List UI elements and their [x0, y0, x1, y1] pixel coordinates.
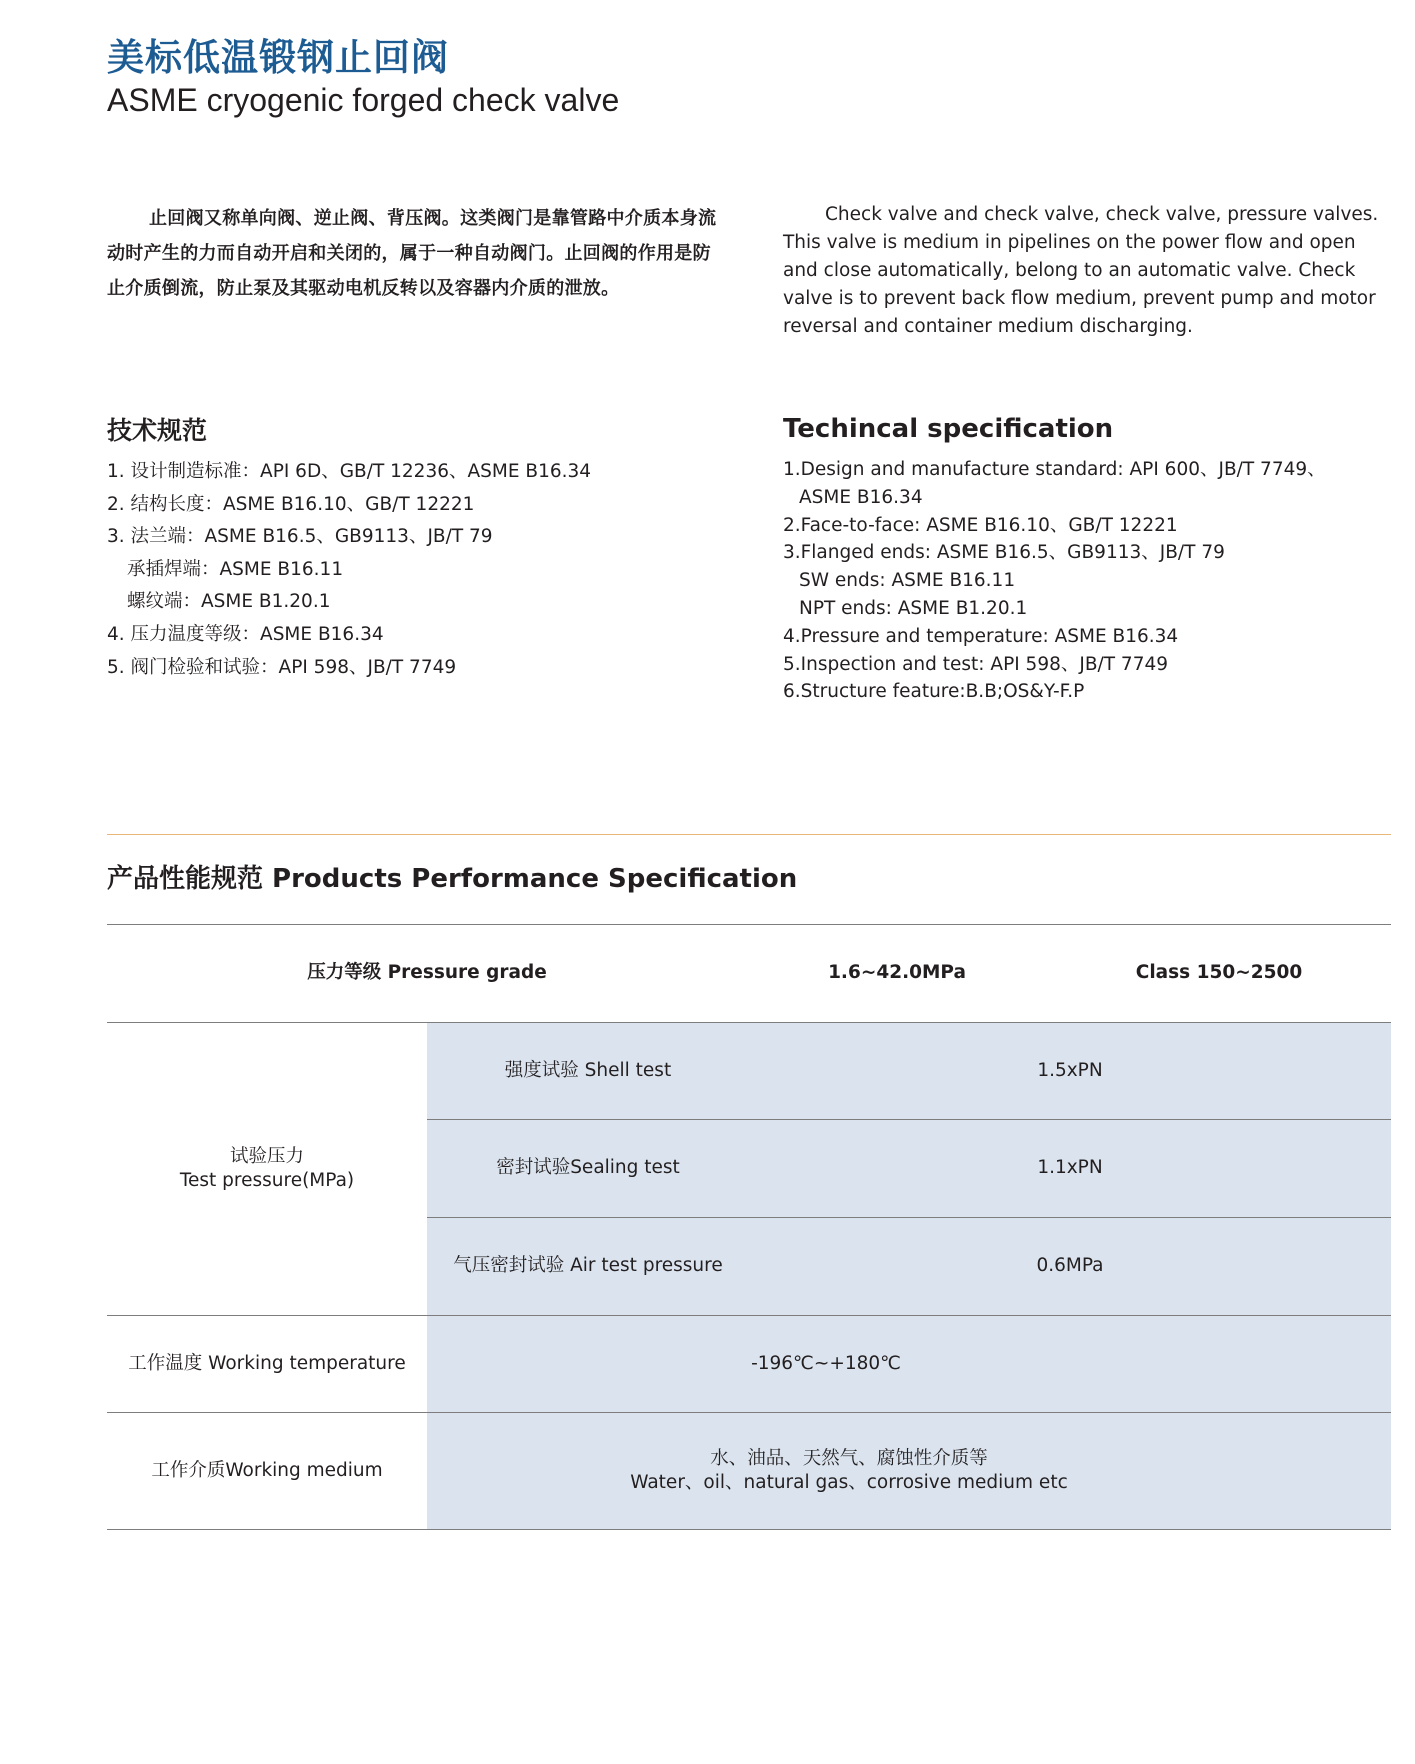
shell-test-value: 1.5xPN: [1037, 1059, 1103, 1081]
working-medium-label: 工作介质Working medium: [151, 1459, 383, 1481]
shell-test-label: 强度试验 Shell test: [504, 1059, 672, 1081]
spec-item-cn: 2. 结构长度：ASME B16.10、GB/T 12221: [107, 493, 475, 515]
spec-item-cn: 5. 阀门检验和试验：API 598、JB/T 7749: [107, 656, 457, 678]
pressure-grade-mpa: 1.6~42.0MPa: [828, 962, 966, 983]
working-medium-value: [427, 1412, 1391, 1529]
spec-list-cn: [107, 456, 707, 684]
intro-paragraph-en: Check valve and check valve, check valve, pressure valves. This valve is medium in pipelines on the power flow and open and close automatically, belong to an automatic valve. Check valve is to prevent back flow medium, prevent pump and motor reversal and container medium discharging.: [783, 204, 1379, 337]
working-temp-label: 工作温度 Working temperature: [128, 1352, 406, 1374]
spec-item-en: NPT ends: ASME B1.20.1: [799, 597, 1028, 619]
page-title-cn: 美标低温锻钢止回阀: [107, 36, 449, 79]
spec-item-en: 1.Design and manufacture standard: API 600、JB/T 7749、: [783, 459, 1326, 480]
intro-paragraph-cn: 止回阀又称单向阀、逆止阀、背压阀。这类阀门是靠管路中介质本身流动时产生的力而自动开启和关闭的，属于一种自动阀门。止回阀的作用是防止介质倒流，防止泵及其驱动电机反转以及容器内介质的泄放。: [107, 208, 717, 299]
pressure-grade-label: 压力等级 Pressure grade: [307, 962, 547, 983]
spec-item-cn: 1. 设计制造标准：API 6D、GB/T 12236、ASME B16.34: [107, 461, 592, 482]
spec-item-cn: 3. 法兰端：ASME B16.5、GB9113、JB/T 79: [107, 526, 493, 548]
performance-table: [107, 924, 1391, 1530]
spec-item-en: 4.Pressure and temperature: ASME B16.34: [783, 625, 1179, 647]
performance-heading: 产品性能规范 Products Performance Specification: [107, 864, 798, 894]
test-pressure-label-en: Test pressure(MPa): [179, 1169, 355, 1191]
spec-heading-en: Techincal specification: [783, 414, 1114, 444]
section-divider: [107, 834, 1391, 835]
spec-item-en: 3.Flanged ends: ASME B16.5、GB9113、JB/T 79: [783, 542, 1225, 564]
test-pressure-label: [107, 1022, 427, 1315]
table-bottom-rule: [107, 1529, 1391, 1530]
working-medium-value-en: Water、oil、natural gas、corrosive medium etc: [630, 1471, 1068, 1493]
pressure-grade-class: Class 150~2500: [1135, 962, 1303, 983]
sealing-test-label: 密封试验Sealing test: [496, 1157, 680, 1178]
air-test-label: 气压密封试验 Air test pressure: [453, 1255, 723, 1276]
spec-item-en: SW ends: ASME B16.11: [799, 570, 1016, 592]
spec-item-cn: 承插焊端：ASME B16.11: [127, 558, 344, 580]
spec-list-en: [783, 456, 1403, 706]
working-medium-value-cn: 水、油品、天然气、腐蚀性介质等: [710, 1447, 988, 1469]
spec-item-cn: 4. 压力温度等级：ASME B16.34: [107, 623, 384, 645]
air-test-value: 0.6MPa: [1036, 1255, 1104, 1276]
working-temp-value: -196℃~+180℃: [751, 1352, 901, 1374]
spec-heading-cn: 技术规范: [107, 416, 208, 445]
sealing-test-value: 1.1xPN: [1037, 1157, 1103, 1178]
spec-item-en: 6.Structure feature:B.B;OS&Y-F.P: [783, 681, 1085, 703]
spec-item-en: 5.Inspection and test: API 598、JB/T 7749: [783, 653, 1169, 675]
spec-item-en: ASME B16.34: [799, 486, 923, 508]
spec-item-cn: 螺纹端：ASME B1.20.1: [127, 591, 331, 613]
spec-item-en: 2.Face-to-face: ASME B16.10、GB/T 12221: [783, 514, 1178, 536]
page-title-en: ASME cryogenic forged check valve: [107, 82, 620, 118]
test-pressure-label-cn: 试验压力: [229, 1145, 304, 1167]
